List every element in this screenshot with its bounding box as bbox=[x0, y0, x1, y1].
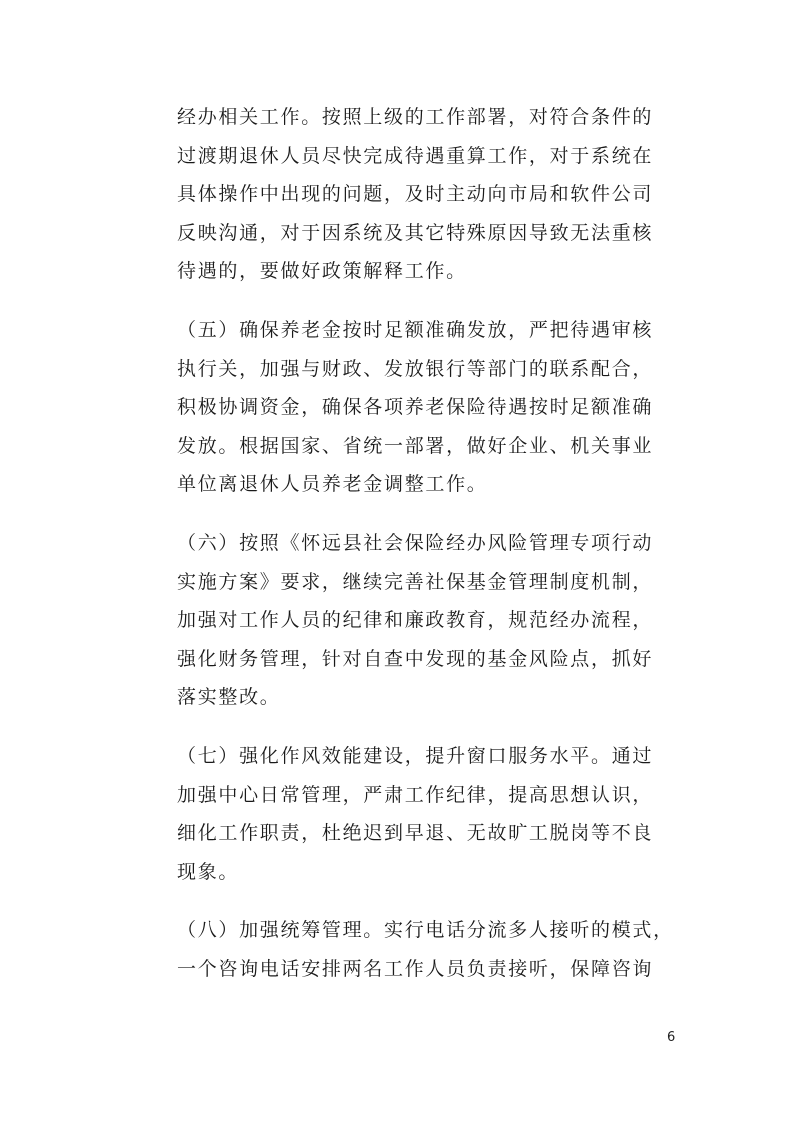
text-line: 过渡期退休人员尽快完成待遇重算工作，对于系统在 bbox=[177, 144, 654, 167]
paragraph-continuation bbox=[177, 98, 687, 291]
page-number: 6 bbox=[667, 1030, 676, 1045]
text-line: 现象。 bbox=[177, 860, 240, 883]
text-line: （六）按照《怀远县社会保险经办风险管理专项行动 bbox=[177, 531, 654, 554]
text-line: 经办相关工作。按照上级的工作部署，对符合条件的 bbox=[177, 106, 654, 128]
text-line: （七）强化作风效能建设，提升窗口服务水平。通过 bbox=[177, 744, 654, 767]
text-line: 细化工作职责，杜绝迟到早退、无故旷工脱岗等不良 bbox=[177, 822, 654, 845]
text-line: 强化财务管理，针对自查中发现的基金风险点，抓好 bbox=[177, 647, 654, 670]
paragraph-section-6 bbox=[177, 524, 687, 717]
body-text bbox=[177, 98, 687, 1008]
text-line: （五）确保养老金按时足额准确发放，严把待遇审核 bbox=[177, 318, 654, 341]
text-line: 待遇的，要做好政策解释工作。 bbox=[177, 260, 467, 283]
text-line: 落实整改。 bbox=[177, 686, 281, 709]
text-line: 加强对工作人员的纪律和廉政教育，规范经办流程， bbox=[177, 609, 654, 632]
text-line: 发放。根据国家、省统一部署，做好企业、机关事业 bbox=[177, 434, 654, 457]
text-line: 执行关，加强与财政、发放银行等部门的联系配合， bbox=[177, 357, 654, 380]
text-line: （八）加强统筹管理。实行电话分流多人接听的模式， bbox=[177, 919, 674, 942]
text-line: 实施方案》要求，继续完善社保基金管理制度机制， bbox=[177, 570, 654, 593]
text-line: 积极协调资金，确保各项养老保险待遇按时足额准确 bbox=[177, 396, 654, 419]
paragraph-section-8 bbox=[177, 911, 687, 988]
text-line: 加强中心日常管理，严肃工作纪律，提高思想认识， bbox=[177, 783, 654, 806]
text-line: 具体操作中出现的问题，及时主动向市局和软件公司 bbox=[177, 183, 654, 206]
paragraph-section-7 bbox=[177, 737, 687, 891]
text-line: 一个咨询电话安排两名工作人员负责接听，保障咨询 bbox=[177, 957, 654, 980]
paragraph-section-5 bbox=[177, 311, 687, 504]
text-line: 单位离退休人员养老金调整工作。 bbox=[177, 473, 488, 496]
text-line: 反映沟通，对于因系统及其它特殊原因导致无法重核 bbox=[177, 221, 654, 244]
